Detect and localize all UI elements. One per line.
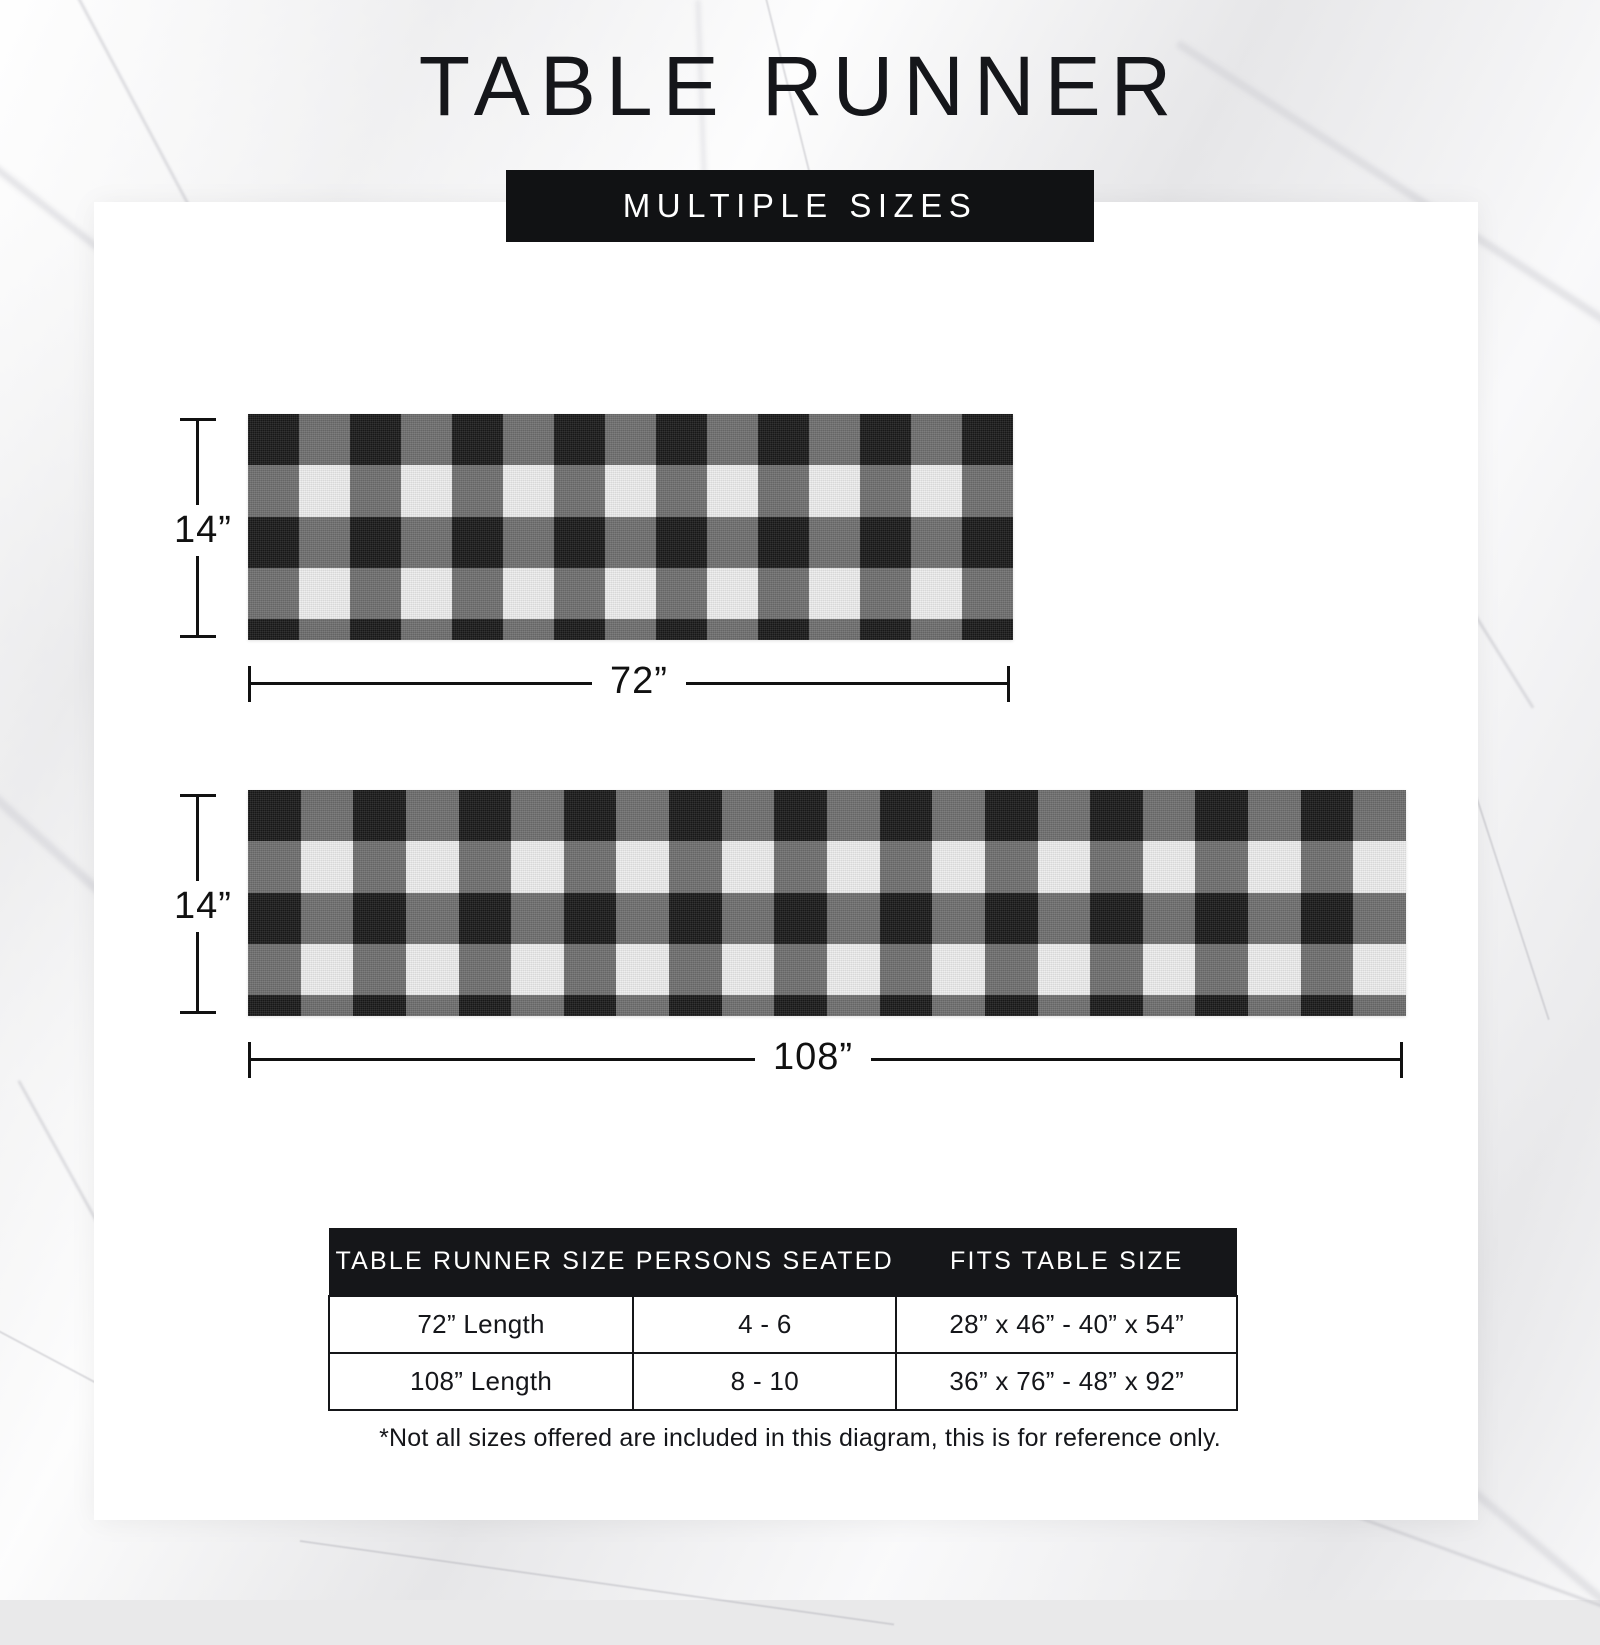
check-cell	[932, 790, 985, 842]
check-cell	[248, 517, 300, 569]
check-cell	[656, 568, 708, 620]
check-cell	[554, 568, 606, 620]
check-cell	[669, 944, 722, 996]
check-cell	[1038, 893, 1091, 945]
check-cell	[932, 893, 985, 945]
check-cell	[880, 944, 933, 996]
check-cell	[564, 893, 617, 945]
runner-108-width-label: 108”	[755, 1036, 871, 1079]
check-cell	[669, 893, 722, 945]
check-cell	[248, 619, 300, 640]
check-cell	[722, 944, 775, 996]
table-row	[329, 1353, 1237, 1410]
check-cell	[985, 995, 1038, 1016]
check-cell	[299, 414, 351, 466]
table-cell: 8 - 10	[633, 1353, 896, 1410]
check-cell	[301, 893, 354, 945]
check-cell	[1195, 944, 1248, 996]
check-cell	[605, 465, 657, 517]
check-cell	[1248, 893, 1301, 945]
check-cell	[758, 619, 810, 640]
check-cell	[350, 568, 402, 620]
check-cell	[605, 517, 657, 569]
check-cell	[248, 944, 301, 996]
table-header-cell: PERSONS SEATED	[633, 1228, 896, 1296]
check-cell	[1301, 944, 1354, 996]
check-cell	[459, 995, 512, 1016]
check-cell	[707, 619, 759, 640]
check-cell	[459, 893, 512, 945]
check-cell	[564, 841, 617, 893]
check-cell	[774, 995, 827, 1016]
check-cell	[758, 517, 810, 569]
check-cell	[985, 841, 1038, 893]
check-cell	[1353, 944, 1406, 996]
check-cell	[707, 465, 759, 517]
check-cell	[248, 893, 301, 945]
check-cell	[616, 944, 669, 996]
check-cell	[880, 893, 933, 945]
check-cell	[605, 414, 657, 466]
check-cell	[722, 790, 775, 842]
check-cell	[248, 465, 300, 517]
check-cell	[774, 944, 827, 996]
check-cell	[1143, 893, 1196, 945]
check-cell	[1090, 841, 1143, 893]
check-cell	[880, 790, 933, 842]
check-cell	[503, 517, 555, 569]
check-cell	[511, 790, 564, 842]
check-cell	[564, 995, 617, 1016]
check-cell	[350, 517, 402, 569]
check-cell	[1301, 995, 1354, 1016]
check-cell	[350, 465, 402, 517]
size-table	[328, 1228, 1238, 1411]
check-cell	[1248, 790, 1301, 842]
check-cell	[860, 568, 912, 620]
check-cell	[962, 568, 1013, 620]
check-cell	[406, 790, 459, 842]
check-cell	[911, 619, 963, 640]
runner-108-height-cap-bottom	[180, 1011, 216, 1014]
check-cell	[459, 841, 512, 893]
check-cell	[774, 790, 827, 842]
check-cell	[452, 517, 504, 569]
check-cell	[616, 841, 669, 893]
check-cell	[827, 790, 880, 842]
check-cell	[722, 893, 775, 945]
check-cell	[758, 465, 810, 517]
check-cell	[401, 568, 453, 620]
check-cell	[353, 790, 406, 842]
check-cell	[860, 517, 912, 569]
check-cell	[774, 893, 827, 945]
check-cell	[1301, 893, 1354, 945]
check-cell	[301, 790, 354, 842]
check-cell	[962, 465, 1013, 517]
runner-72-width-cap-right	[1007, 666, 1010, 702]
check-cell	[248, 568, 300, 620]
check-cell	[669, 995, 722, 1016]
check-cell	[1038, 841, 1091, 893]
check-cell	[809, 517, 861, 569]
check-cell	[1143, 841, 1196, 893]
check-cell	[1143, 995, 1196, 1016]
check-cell	[401, 619, 453, 640]
check-cell	[554, 517, 606, 569]
check-cell	[605, 568, 657, 620]
check-cell	[511, 995, 564, 1016]
check-cell	[616, 893, 669, 945]
check-cell	[656, 619, 708, 640]
check-cell	[809, 619, 861, 640]
check-cell	[350, 414, 402, 466]
check-cell	[554, 414, 606, 466]
check-cell	[353, 995, 406, 1016]
check-cell	[406, 893, 459, 945]
table-cell: 36” x 76” - 48” x 92”	[896, 1353, 1237, 1410]
check-cell	[707, 414, 759, 466]
check-cell	[1090, 893, 1143, 945]
check-cell	[911, 465, 963, 517]
check-cell	[1195, 995, 1248, 1016]
check-cell	[1090, 995, 1143, 1016]
check-cell	[1038, 995, 1091, 1016]
check-cell	[860, 465, 912, 517]
check-cell	[827, 944, 880, 996]
table-cell: 28” x 46” - 40” x 54”	[896, 1296, 1237, 1353]
footnote: *Not all sizes offered are included in this diagram, this is for reference only.	[379, 1424, 1221, 1452]
check-cell	[985, 944, 1038, 996]
check-cell	[1038, 944, 1091, 996]
check-cell	[707, 568, 759, 620]
subtitle-badge	[506, 170, 1094, 242]
check-cell	[406, 995, 459, 1016]
check-cell	[1353, 790, 1406, 842]
check-cell	[1143, 944, 1196, 996]
runner-72-height-label: 14”	[168, 505, 238, 556]
subtitle-badge-label: MULTIPLE SIZES	[622, 187, 978, 224]
runner-72-width-label: 72”	[592, 660, 686, 703]
check-cell	[1090, 944, 1143, 996]
runner-108-width-cap-right	[1400, 1042, 1403, 1078]
check-cell	[1353, 841, 1406, 893]
check-cell	[353, 944, 406, 996]
check-cell	[299, 619, 351, 640]
check-cell	[962, 517, 1013, 569]
check-cell	[1038, 790, 1091, 842]
check-cell	[707, 517, 759, 569]
check-cell	[1248, 944, 1301, 996]
check-cell	[353, 893, 406, 945]
check-cell	[669, 841, 722, 893]
check-cell	[299, 465, 351, 517]
check-cell	[656, 414, 708, 466]
check-cell	[301, 995, 354, 1016]
check-cell	[656, 517, 708, 569]
check-cell	[452, 568, 504, 620]
check-cell	[353, 841, 406, 893]
page-title: TABLE RUNNER	[418, 39, 1182, 133]
check-cell	[401, 465, 453, 517]
check-cell	[616, 790, 669, 842]
check-cell	[860, 619, 912, 640]
check-cell	[985, 893, 1038, 945]
check-cell	[605, 619, 657, 640]
table-row	[329, 1296, 1237, 1353]
table-cell: 4 - 6	[633, 1296, 896, 1353]
check-cell	[248, 995, 301, 1016]
check-cell	[774, 841, 827, 893]
runner-72-fabric	[248, 414, 1013, 640]
runner-72-height-cap-bottom	[180, 635, 216, 638]
check-cell	[1248, 995, 1301, 1016]
check-cell	[911, 568, 963, 620]
check-cell	[401, 517, 453, 569]
check-cell	[350, 619, 402, 640]
check-cell	[1353, 995, 1406, 1016]
check-cell	[911, 517, 963, 569]
check-cell	[301, 841, 354, 893]
check-cell	[1301, 841, 1354, 893]
check-cell	[880, 995, 933, 1016]
check-cell	[554, 465, 606, 517]
check-cell	[503, 568, 555, 620]
check-cell	[248, 841, 301, 893]
check-cell	[554, 619, 606, 640]
check-cell	[1195, 790, 1248, 842]
check-cell	[1301, 790, 1354, 842]
check-cell	[932, 944, 985, 996]
check-cell	[459, 790, 512, 842]
check-cell	[1090, 790, 1143, 842]
check-cell	[406, 841, 459, 893]
check-cell	[452, 619, 504, 640]
table-header-cell: FITS TABLE SIZE	[896, 1228, 1237, 1296]
check-cell	[758, 414, 810, 466]
table-header-row	[329, 1228, 1237, 1296]
check-cell	[809, 568, 861, 620]
check-cell	[616, 995, 669, 1016]
check-cell	[503, 619, 555, 640]
table-cell: 72” Length	[329, 1296, 633, 1353]
check-cell	[758, 568, 810, 620]
check-cell	[932, 995, 985, 1016]
check-cell	[511, 841, 564, 893]
check-cell	[1248, 841, 1301, 893]
check-cell	[299, 517, 351, 569]
runner-108-fabric	[248, 790, 1406, 1016]
check-cell	[962, 414, 1013, 466]
check-cell	[860, 414, 912, 466]
check-cell	[248, 790, 301, 842]
check-cell	[1195, 893, 1248, 945]
check-cell	[1143, 790, 1196, 842]
check-cell	[911, 414, 963, 466]
check-cell	[301, 944, 354, 996]
check-cell	[459, 944, 512, 996]
check-cell	[1353, 893, 1406, 945]
runner-108-height-label: 14”	[168, 881, 238, 932]
check-cell	[452, 414, 504, 466]
check-cell	[406, 944, 459, 996]
check-cell	[299, 568, 351, 620]
check-cell	[962, 619, 1013, 640]
check-cell	[511, 944, 564, 996]
check-cell	[932, 841, 985, 893]
check-cell	[401, 414, 453, 466]
check-cell	[503, 414, 555, 466]
check-cell	[656, 465, 708, 517]
check-cell	[827, 995, 880, 1016]
check-cell	[511, 893, 564, 945]
check-cell	[669, 790, 722, 842]
check-cell	[1195, 841, 1248, 893]
check-cell	[985, 790, 1038, 842]
check-cell	[722, 841, 775, 893]
check-cell	[827, 893, 880, 945]
table-cell: 108” Length	[329, 1353, 633, 1410]
check-cell	[809, 414, 861, 466]
check-cell	[564, 790, 617, 842]
check-cell	[809, 465, 861, 517]
check-cell	[248, 414, 300, 466]
check-cell	[722, 995, 775, 1016]
check-cell	[827, 841, 880, 893]
check-cell	[564, 944, 617, 996]
table-header-cell: TABLE RUNNER SIZE	[329, 1228, 633, 1296]
check-cell	[880, 841, 933, 893]
check-cell	[452, 465, 504, 517]
check-cell	[503, 465, 555, 517]
